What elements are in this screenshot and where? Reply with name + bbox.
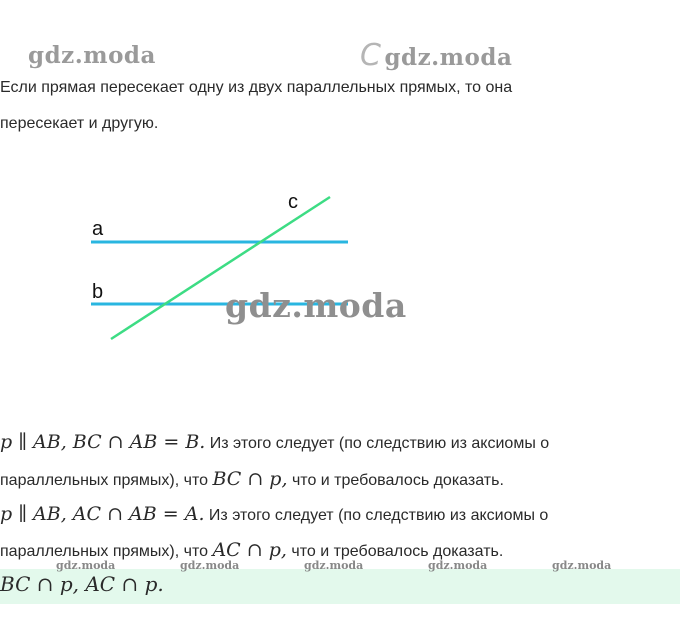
proof-line-4	[0, 539, 503, 561]
watermark-diagram: gdz.moda	[225, 286, 407, 325]
proof-math-3: p ∥ AB, AC ∩ AB = A.	[0, 503, 205, 525]
proof-line-1	[0, 431, 549, 453]
watermark-c-glyph: C	[360, 38, 382, 73]
watermark-footer-3: gdz.moda	[304, 559, 364, 572]
watermark-footer-5: gdz.moda	[552, 559, 612, 572]
watermark-top-right-text: gdz.moda	[384, 44, 513, 71]
proof-math-4: AC ∩ p,	[212, 539, 287, 561]
proof-text-3: Из этого следует (по следствию из аксиомы о	[204, 507, 549, 524]
proof-text-2a: параллельных прямых), что	[0, 472, 213, 489]
answer-box	[0, 569, 680, 604]
watermark-footer-1: gdz.moda	[56, 559, 116, 572]
label-c: c	[288, 191, 298, 213]
parallel-lines-diagram	[0, 160, 680, 380]
watermark-footer-4: gdz.moda	[428, 559, 488, 572]
label-b: b	[92, 281, 104, 303]
statement-line-1: Если прямая пересекает одну из двух параллельных прямых, то она	[0, 79, 513, 96]
watermark-top-left: gdz.moda	[28, 42, 156, 69]
proof-text-1: Из этого следует (по следствию из аксиомы о	[205, 435, 550, 452]
proof-line-3	[0, 503, 548, 525]
proof-text-4b: что и требовалось доказать.	[286, 543, 504, 560]
answer-text: BC ∩ p, AC ∩ p.	[0, 572, 164, 596]
proof-math-1: p ∥ AB, BC ∩ AB = B.	[0, 431, 206, 453]
proof-math-2: BC ∩ p,	[212, 468, 288, 490]
proof-line-2	[0, 468, 504, 490]
watermark-top-right	[360, 38, 512, 73]
watermark-footer-2: gdz.moda	[180, 559, 240, 572]
proof-text-2b: что и требовалось доказать.	[287, 472, 504, 489]
label-a: a	[92, 218, 104, 240]
statement-line-2: пересекает и другую.	[0, 115, 159, 132]
proof-text-4a: параллельных прямых), что	[0, 543, 213, 560]
